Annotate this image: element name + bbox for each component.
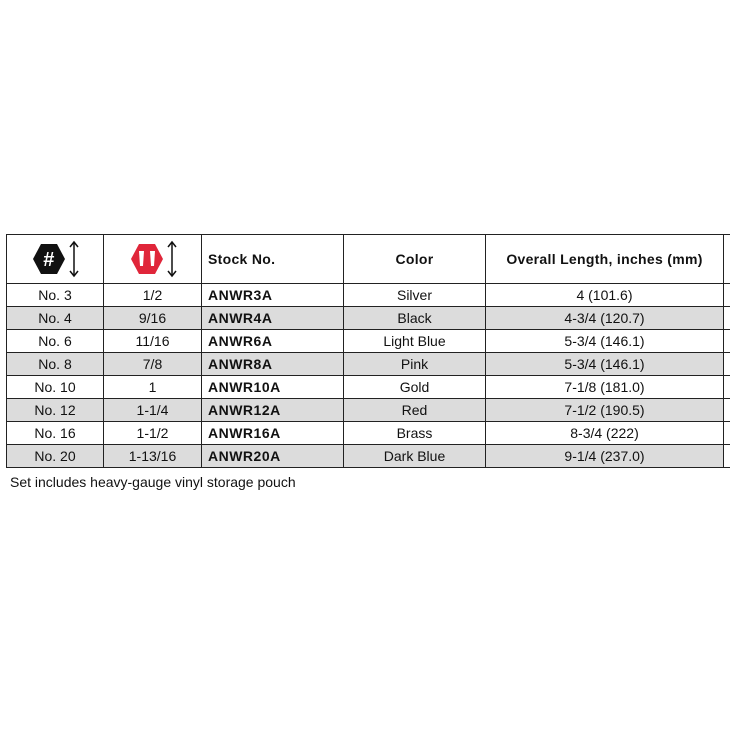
socket-size-header [104, 235, 202, 284]
table-row [7, 376, 730, 399]
color-cell: Light Blue [344, 330, 486, 353]
color-header: Color [344, 235, 486, 284]
product-table [6, 234, 730, 468]
length-cell: 4 (101.6) [486, 284, 724, 307]
socket-size-icon [123, 239, 183, 279]
table-row [7, 353, 730, 376]
length-cell: 9-1/4 (237.0) [486, 445, 724, 468]
table-edge [724, 445, 730, 468]
color-cell: Black [344, 307, 486, 330]
size-cell: No. 8 [7, 353, 104, 376]
socket-cell: 11/16 [104, 330, 202, 353]
table-row [7, 422, 730, 445]
socket-cell: 1-1/4 [104, 399, 202, 422]
table-row [7, 284, 730, 307]
footnote: Set includes heavy-gauge vinyl storage pouch [10, 474, 296, 490]
table-edge [724, 353, 730, 376]
length-cell: 5-3/4 (146.1) [486, 330, 724, 353]
table-edge [724, 422, 730, 445]
table-row [7, 445, 730, 468]
color-cell: Brass [344, 422, 486, 445]
socket-cell: 1/2 [104, 284, 202, 307]
table-edge [724, 235, 730, 284]
color-cell: Gold [344, 376, 486, 399]
stock-cell: ANWR4A [202, 307, 344, 330]
table-row [7, 307, 730, 330]
size-cell: No. 6 [7, 330, 104, 353]
hex-size-header [7, 235, 104, 284]
color-cell: Dark Blue [344, 445, 486, 468]
table-edge [724, 307, 730, 330]
stock-cell: ANWR3A [202, 284, 344, 307]
table-header-row [7, 235, 730, 284]
size-cell: No. 4 [7, 307, 104, 330]
size-cell: No. 10 [7, 376, 104, 399]
table-row [7, 399, 730, 422]
table-row [7, 330, 730, 353]
stock-cell: ANWR6A [202, 330, 344, 353]
table-edge [724, 399, 730, 422]
size-cell: No. 20 [7, 445, 104, 468]
svg-text:#: # [43, 249, 55, 271]
color-cell: Pink [344, 353, 486, 376]
stock-cell: ANWR10A [202, 376, 344, 399]
length-cell: 5-3/4 (146.1) [486, 353, 724, 376]
socket-cell: 9/16 [104, 307, 202, 330]
table-edge [724, 330, 730, 353]
socket-cell: 1 [104, 376, 202, 399]
socket-cell: 7/8 [104, 353, 202, 376]
stock-cell: ANWR12A [202, 399, 344, 422]
size-cell: No. 3 [7, 284, 104, 307]
length-cell: 7-1/2 (190.5) [486, 399, 724, 422]
stock-header: Stock No. [202, 235, 344, 284]
length-cell: 4-3/4 (120.7) [486, 307, 724, 330]
stock-cell: ANWR20A [202, 445, 344, 468]
color-cell: Red [344, 399, 486, 422]
socket-cell: 1-13/16 [104, 445, 202, 468]
length-header: Overall Length, inches (mm) [486, 235, 724, 284]
size-cell: No. 12 [7, 399, 104, 422]
color-cell: Silver [344, 284, 486, 307]
stock-cell: ANWR16A [202, 422, 344, 445]
hex-size-icon [25, 239, 85, 279]
table-edge [724, 376, 730, 399]
table-edge [724, 284, 730, 307]
socket-cell: 1-1/2 [104, 422, 202, 445]
product-table-container [6, 234, 730, 468]
length-cell: 8-3/4 (222) [486, 422, 724, 445]
length-cell: 7-1/8 (181.0) [486, 376, 724, 399]
size-cell: No. 16 [7, 422, 104, 445]
stock-cell: ANWR8A [202, 353, 344, 376]
